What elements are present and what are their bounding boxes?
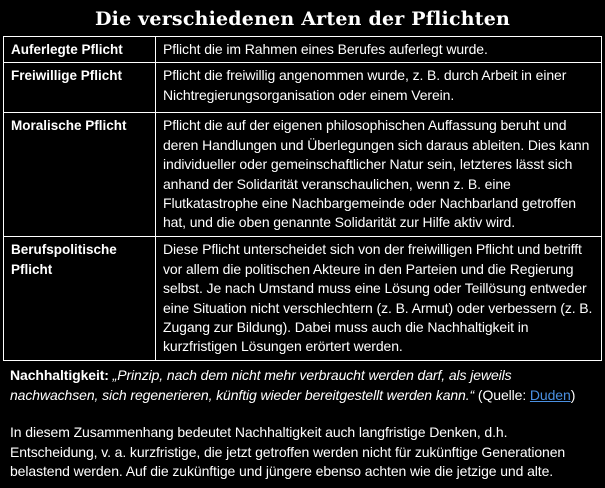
duty-term: Moralische Pflicht [4,113,156,237]
table-row [4,37,602,63]
duty-description: Diese Pflicht unterscheidet sich von der freiwilligen Pflicht und betrifft vor allem die politischen Akteure in den Parteien und die Regierung selbst. Je nach Umstand muss eine Lösung oder Teillösung entweder eine Situation nicht verschlechtern (z. B. Armut) oder verbessern (z. B. Zugang zur Bildung). Dabei muss auch die Nachhaltigkeit in kurzfristigen Lösungen erörtert werden. [156,237,602,361]
sustainability-paragraph: In diesem Zusammenhang bedeutet Nachhaltigkeit auch langfristige Denken, d.h. Entscheidung, v. a. kurzfristige, die jetzt getroffen werden nicht für zukünftige Generationen belastend werden. Auf die zukünftige und jüngere ebenso achten wie die jetzige und alte. [10,424,566,480]
page-title: Die verschiedenen Arten der Pflichten [94,8,511,30]
duty-term: Auferlegte Pflicht [4,37,156,63]
source-prefix: (Quelle: [477,386,530,403]
table-row [4,237,602,361]
source-suffix: ) [570,386,576,403]
sustainability-definition [10,366,598,405]
duty-description: Pflicht die freiwillig angenommen wurde, z. B. durch Arbeit in einer Nichtregierungsorganisation oder einem Verein. [156,63,602,113]
duty-description: Pflicht die im Rahmen eines Berufes auferlegt wurde. [156,37,602,63]
duty-description: Pflicht die auf der eigenen philosophischen Auffassung beruht und deren Handlungen und Überlegungen sich daraus ableiten. Dies kann individueller oder gemeinschaftlicher Natur sein, letzteres lässt sich anhand der Solidarität veranschaulichen, wenn z. B. eine Flutkatastrophe eine Nachbargemeinde oder Nachbarland getroffen hat, und die oben genannte Solidarität zur Hilfe aktiv wird. [156,113,602,237]
sustainability-quote: „Prinzip, nach dem nicht mehr verbraucht werden darf, als jeweils nachwachsen, sich regenerieren, künftig wieder bereitgestellt werden kann.“ [10,367,512,403]
table-row [4,113,602,237]
duden-link[interactable]: Duden [529,386,571,403]
sustainability-label: Nachhaltigkeit: [10,367,109,383]
notes-section [10,366,598,482]
duty-term: Freiwillige Pflicht [4,63,156,113]
duties-table [3,36,602,361]
paragraph-gap [10,405,598,423]
duty-term: Berufspolitische Pflicht [4,237,156,361]
table-row [4,63,602,113]
